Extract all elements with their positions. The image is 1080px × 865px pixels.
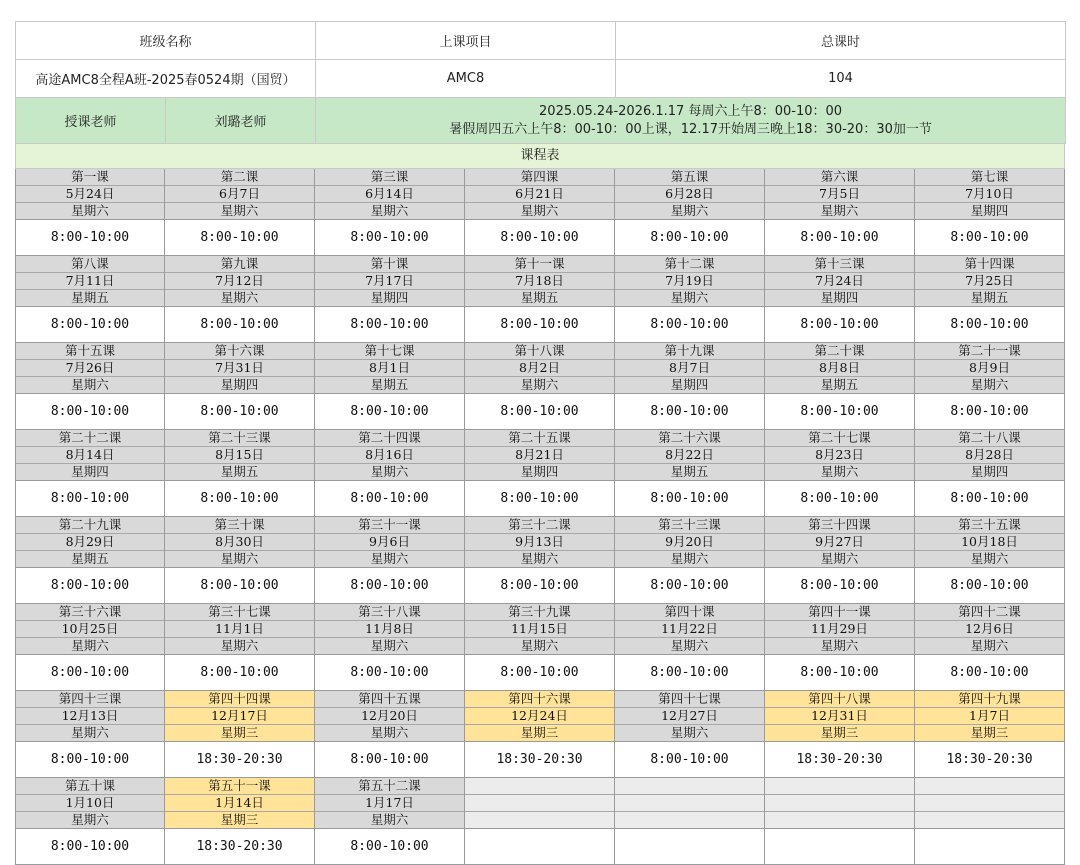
lesson-weekday: 星期三 (915, 725, 1064, 741)
lesson-name: 第三十课 (165, 517, 314, 534)
lesson-name: 第二十二课 (16, 430, 164, 447)
lesson-cell (765, 691, 915, 778)
schedule-description (316, 98, 1066, 144)
course-schedule-sheet (15, 21, 1065, 865)
lesson-time: 8:00-10:00 (315, 480, 464, 516)
lesson-date: 9月13日 (465, 534, 614, 551)
lesson-cell (915, 517, 1065, 604)
lesson-cell (765, 169, 915, 256)
empty-line (465, 812, 614, 828)
empty-line (465, 778, 614, 795)
lesson-weekday: 星期六 (615, 638, 764, 654)
lesson-date: 9月6日 (315, 534, 464, 551)
lesson-time: 8:00-10:00 (165, 393, 314, 429)
lesson-name: 第五课 (615, 169, 764, 186)
lesson-weekday: 星期三 (765, 725, 914, 741)
empty-line (765, 795, 914, 812)
lesson-name: 第三十九课 (465, 604, 614, 621)
empty-lesson-cell (465, 778, 615, 865)
lesson-cell (315, 604, 465, 691)
lesson-name: 第三十八课 (315, 604, 464, 621)
lesson-date: 8月7日 (615, 360, 764, 377)
lesson-name: 第五十二课 (315, 778, 464, 795)
lesson-cell (615, 604, 765, 691)
lesson-name: 第三十七课 (165, 604, 314, 621)
lesson-time: 8:00-10:00 (16, 741, 164, 777)
lesson-time: 8:00-10:00 (465, 393, 614, 429)
label-class-name: 班级名称 (16, 22, 316, 60)
lesson-weekday: 星期四 (315, 290, 464, 306)
lesson-weekday: 星期四 (915, 464, 1064, 480)
lesson-weekday: 星期六 (315, 551, 464, 567)
lesson-grid (15, 169, 1065, 865)
lesson-date: 8月22日 (615, 447, 764, 464)
lesson-time: 18:30-20:30 (765, 741, 914, 777)
lesson-name: 第二十八课 (915, 430, 1064, 447)
lesson-time: 18:30-20:30 (465, 741, 614, 777)
lesson-weekday: 星期六 (615, 725, 764, 741)
lesson-weekday: 星期六 (465, 377, 614, 393)
lesson-time: 8:00-10:00 (915, 393, 1064, 429)
lesson-name: 第四十四课 (165, 691, 314, 708)
lesson-time: 8:00-10:00 (165, 480, 314, 516)
label-teacher: 授课老师 (16, 98, 166, 144)
lesson-time: 8:00-10:00 (16, 393, 164, 429)
lesson-date: 8月21日 (465, 447, 614, 464)
lesson-time: 8:00-10:00 (615, 393, 764, 429)
lesson-time: 8:00-10:00 (615, 654, 764, 690)
lesson-time: 8:00-10:00 (765, 306, 914, 342)
lesson-weekday: 星期六 (465, 203, 614, 219)
lesson-cell (165, 343, 315, 430)
lesson-weekday: 星期六 (615, 290, 764, 306)
lesson-cell (15, 691, 165, 778)
lesson-cell (15, 256, 165, 343)
lesson-weekday: 星期六 (165, 290, 314, 306)
lesson-name: 第十七课 (315, 343, 464, 360)
lesson-cell (615, 517, 765, 604)
empty-time (765, 828, 914, 864)
lesson-weekday: 星期六 (16, 203, 164, 219)
lesson-cell (765, 604, 915, 691)
lesson-name: 第十八课 (465, 343, 614, 360)
lesson-time: 8:00-10:00 (16, 219, 164, 255)
lesson-time: 8:00-10:00 (16, 306, 164, 342)
lesson-cell (765, 343, 915, 430)
lesson-time: 8:00-10:00 (315, 741, 464, 777)
lesson-time: 8:00-10:00 (765, 480, 914, 516)
lesson-cell (15, 604, 165, 691)
lesson-time: 8:00-10:00 (615, 306, 764, 342)
lesson-date: 8月14日 (16, 447, 164, 464)
lesson-date: 6月14日 (315, 186, 464, 203)
lesson-weekday: 星期六 (615, 551, 764, 567)
lesson-cell (165, 169, 315, 256)
empty-line (615, 812, 764, 828)
lesson-name: 第三课 (315, 169, 464, 186)
lesson-name: 第四十八课 (765, 691, 914, 708)
lesson-name: 第八课 (16, 256, 164, 273)
lesson-cell (465, 604, 615, 691)
lesson-name: 第二十五课 (465, 430, 614, 447)
lesson-name: 第十六课 (165, 343, 314, 360)
lesson-time: 8:00-10:00 (465, 480, 614, 516)
lesson-weekday: 星期六 (315, 725, 464, 741)
lesson-time: 8:00-10:00 (615, 741, 764, 777)
lesson-name: 第四十五课 (315, 691, 464, 708)
lesson-name: 第四十六课 (465, 691, 614, 708)
lesson-time: 8:00-10:00 (315, 828, 464, 864)
lesson-weekday: 星期六 (165, 203, 314, 219)
lesson-date: 1月17日 (315, 795, 464, 812)
label-project: 上课项目 (316, 22, 616, 60)
lesson-cell (615, 430, 765, 517)
lesson-cell (615, 343, 765, 430)
lesson-date: 6月28日 (615, 186, 764, 203)
lesson-time: 8:00-10:00 (315, 567, 464, 603)
empty-line (765, 778, 914, 795)
total-hours-value: 104 (616, 60, 1066, 98)
lesson-weekday: 星期六 (765, 464, 914, 480)
lesson-name: 第二十三课 (165, 430, 314, 447)
lesson-date: 5月24日 (16, 186, 164, 203)
empty-time (465, 828, 614, 864)
lesson-cell (15, 778, 165, 865)
lesson-time: 18:30-20:30 (915, 741, 1064, 777)
lesson-date: 8月29日 (16, 534, 164, 551)
lesson-date: 7月12日 (165, 273, 314, 290)
lesson-cell (315, 256, 465, 343)
lesson-name: 第三十四课 (765, 517, 914, 534)
lesson-weekday: 星期六 (765, 638, 914, 654)
lesson-weekday: 星期五 (16, 290, 164, 306)
lesson-cell (465, 169, 615, 256)
lesson-cell (915, 604, 1065, 691)
empty-line (615, 778, 764, 795)
lesson-cell (615, 256, 765, 343)
lesson-name: 第十九课 (615, 343, 764, 360)
lesson-time: 8:00-10:00 (165, 567, 314, 603)
lesson-name: 第四十课 (615, 604, 764, 621)
lesson-time: 8:00-10:00 (915, 567, 1064, 603)
empty-time (615, 828, 764, 864)
lesson-weekday: 星期六 (915, 551, 1064, 567)
lesson-name: 第三十五课 (915, 517, 1064, 534)
lesson-weekday: 星期四 (165, 377, 314, 393)
lesson-date: 8月9日 (915, 360, 1064, 377)
lesson-cell (465, 517, 615, 604)
lesson-weekday: 星期六 (315, 638, 464, 654)
lesson-date: 6月21日 (465, 186, 614, 203)
lesson-name: 第十一课 (465, 256, 614, 273)
lesson-date: 12月17日 (165, 708, 314, 725)
lesson-time: 8:00-10:00 (16, 480, 164, 516)
lesson-time: 8:00-10:00 (315, 393, 464, 429)
lesson-name: 第四十二课 (915, 604, 1064, 621)
lesson-date: 9月20日 (615, 534, 764, 551)
lesson-time: 8:00-10:00 (765, 567, 914, 603)
lesson-cell (15, 430, 165, 517)
lesson-weekday: 星期五 (315, 377, 464, 393)
empty-line (915, 795, 1064, 812)
lesson-weekday: 星期四 (915, 203, 1064, 219)
lesson-name: 第二课 (165, 169, 314, 186)
lesson-time: 8:00-10:00 (315, 306, 464, 342)
lesson-date: 7月5日 (765, 186, 914, 203)
lesson-weekday: 星期六 (765, 551, 914, 567)
teacher-value: 刘璐老师 (166, 98, 316, 144)
lesson-time: 8:00-10:00 (615, 480, 764, 516)
lesson-time: 18:30-20:30 (165, 741, 314, 777)
lesson-weekday: 星期五 (165, 464, 314, 480)
lesson-date: 7月17日 (315, 273, 464, 290)
lesson-date: 12月31日 (765, 708, 914, 725)
lesson-cell (15, 169, 165, 256)
lesson-date: 8月2日 (465, 360, 614, 377)
lesson-cell (915, 430, 1065, 517)
lesson-name: 第四十七课 (615, 691, 764, 708)
lesson-cell (465, 256, 615, 343)
lesson-date: 8月16日 (315, 447, 464, 464)
lesson-date: 8月15日 (165, 447, 314, 464)
lesson-date: 1月10日 (16, 795, 164, 812)
lesson-time: 8:00-10:00 (315, 219, 464, 255)
lesson-name: 第三十二课 (465, 517, 614, 534)
empty-lesson-cell (615, 778, 765, 865)
lesson-name: 第十三课 (765, 256, 914, 273)
lesson-weekday: 星期四 (465, 464, 614, 480)
empty-line (465, 795, 614, 812)
lesson-time: 8:00-10:00 (915, 306, 1064, 342)
class-name-value: 高途AMC8全程A班-2025春0524期（国贸） (16, 60, 316, 98)
lesson-date: 12月6日 (915, 621, 1064, 638)
lesson-time: 8:00-10:00 (16, 654, 164, 690)
lesson-weekday: 星期五 (465, 290, 614, 306)
lesson-cell (465, 430, 615, 517)
lesson-date: 7月11日 (16, 273, 164, 290)
lesson-cell (465, 691, 615, 778)
lesson-time: 18:30-20:30 (165, 828, 314, 864)
lesson-date: 12月27日 (615, 708, 764, 725)
lesson-date: 12月24日 (465, 708, 614, 725)
lesson-cell (315, 343, 465, 430)
lesson-date: 10月25日 (16, 621, 164, 638)
class-info-table (15, 21, 1066, 144)
lesson-date: 11月22日 (615, 621, 764, 638)
lesson-time: 8:00-10:00 (16, 567, 164, 603)
schedule-table-title: 课程表 (15, 144, 1065, 169)
lesson-weekday: 星期三 (165, 812, 314, 828)
lesson-date: 12月13日 (16, 708, 164, 725)
lesson-name: 第六课 (765, 169, 914, 186)
lesson-cell (765, 430, 915, 517)
lesson-date: 7月10日 (915, 186, 1064, 203)
lesson-time: 8:00-10:00 (915, 480, 1064, 516)
lesson-cell (165, 256, 315, 343)
lesson-date: 7月19日 (615, 273, 764, 290)
lesson-name: 第九课 (165, 256, 314, 273)
lesson-name: 第二十六课 (615, 430, 764, 447)
lesson-cell (465, 343, 615, 430)
lesson-date: 8月8日 (765, 360, 914, 377)
lesson-weekday: 星期三 (165, 725, 314, 741)
lesson-cell (315, 169, 465, 256)
lesson-name: 第二十一课 (915, 343, 1064, 360)
lesson-date: 1月7日 (915, 708, 1064, 725)
empty-lesson-cell (765, 778, 915, 865)
label-total-hours: 总课时 (616, 22, 1066, 60)
schedule-line-1: 2025.05.24-2026.1.17 每周六上午8：00-10：00 (539, 103, 843, 119)
lesson-time: 8:00-10:00 (765, 654, 914, 690)
lesson-name: 第二十九课 (16, 517, 164, 534)
lesson-date: 7月24日 (765, 273, 914, 290)
lesson-date: 11月1日 (165, 621, 314, 638)
lesson-cell (165, 691, 315, 778)
lesson-weekday: 星期五 (915, 290, 1064, 306)
lesson-date: 8月1日 (315, 360, 464, 377)
lesson-weekday: 星期六 (615, 203, 764, 219)
lesson-date: 9月27日 (765, 534, 914, 551)
lesson-weekday: 星期六 (315, 464, 464, 480)
lesson-cell (165, 430, 315, 517)
lesson-cell (315, 430, 465, 517)
lesson-time: 8:00-10:00 (165, 654, 314, 690)
empty-line (765, 812, 914, 828)
lesson-cell (315, 778, 465, 865)
lesson-name: 第四课 (465, 169, 614, 186)
empty-line (615, 795, 764, 812)
lesson-time: 8:00-10:00 (16, 828, 164, 864)
lesson-cell (165, 517, 315, 604)
lesson-weekday: 星期四 (16, 464, 164, 480)
lesson-date: 11月29日 (765, 621, 914, 638)
lesson-name: 第四十三课 (16, 691, 164, 708)
lesson-time: 8:00-10:00 (465, 654, 614, 690)
lesson-cell (915, 169, 1065, 256)
lesson-name: 第十课 (315, 256, 464, 273)
lesson-weekday: 星期六 (315, 203, 464, 219)
lesson-name: 第五十课 (16, 778, 164, 795)
lesson-time: 8:00-10:00 (165, 306, 314, 342)
lesson-cell (165, 604, 315, 691)
empty-time (915, 828, 1064, 864)
lesson-weekday: 星期六 (165, 551, 314, 567)
lesson-cell (915, 256, 1065, 343)
lesson-weekday: 星期六 (765, 203, 914, 219)
lesson-weekday: 星期六 (915, 638, 1064, 654)
lesson-date: 7月31日 (165, 360, 314, 377)
lesson-date: 8月28日 (915, 447, 1064, 464)
lesson-date: 12月20日 (315, 708, 464, 725)
lesson-date: 6月7日 (165, 186, 314, 203)
lesson-name: 第三十一课 (315, 517, 464, 534)
lesson-cell (615, 169, 765, 256)
lesson-cell (915, 691, 1065, 778)
lesson-weekday: 星期六 (315, 812, 464, 828)
lesson-name: 第二十七课 (765, 430, 914, 447)
lesson-cell (315, 691, 465, 778)
lesson-weekday: 星期四 (765, 290, 914, 306)
lesson-time: 8:00-10:00 (915, 219, 1064, 255)
lesson-time: 8:00-10:00 (615, 219, 764, 255)
lesson-time: 8:00-10:00 (765, 393, 914, 429)
lesson-time: 8:00-10:00 (315, 654, 464, 690)
lesson-cell (915, 343, 1065, 430)
lesson-weekday: 星期六 (16, 725, 164, 741)
lesson-date: 8月30日 (165, 534, 314, 551)
lesson-cell (315, 517, 465, 604)
lesson-cell (615, 691, 765, 778)
lesson-name: 第三十六课 (16, 604, 164, 621)
lesson-date: 7月25日 (915, 273, 1064, 290)
schedule-line-2: 暑假周四五六上午8：00-10：00上课，12.17开始周三晚上18：30-20：30加一节 (449, 121, 932, 137)
lesson-time: 8:00-10:00 (465, 306, 614, 342)
lesson-time: 8:00-10:00 (165, 219, 314, 255)
lesson-date: 11月15日 (465, 621, 614, 638)
lesson-weekday: 星期六 (165, 638, 314, 654)
empty-line (915, 778, 1064, 795)
lesson-date: 1月14日 (165, 795, 314, 812)
lesson-time: 8:00-10:00 (465, 567, 614, 603)
lesson-name: 第三十三课 (615, 517, 764, 534)
lesson-weekday: 星期六 (16, 812, 164, 828)
lesson-cell (765, 256, 915, 343)
lesson-name: 第十二课 (615, 256, 764, 273)
lesson-weekday: 星期六 (16, 638, 164, 654)
lesson-name: 第二十四课 (315, 430, 464, 447)
lesson-weekday: 星期六 (16, 377, 164, 393)
lesson-date: 10月18日 (915, 534, 1064, 551)
lesson-weekday: 星期六 (465, 638, 614, 654)
lesson-cell (15, 343, 165, 430)
lesson-name: 第七课 (915, 169, 1064, 186)
lesson-date: 8月23日 (765, 447, 914, 464)
empty-lesson-cell (915, 778, 1065, 865)
lesson-name: 第一课 (16, 169, 164, 186)
lesson-name: 第四十九课 (915, 691, 1064, 708)
lesson-weekday: 星期三 (465, 725, 614, 741)
lesson-name: 第十五课 (16, 343, 164, 360)
lesson-name: 第二十课 (765, 343, 914, 360)
lesson-date: 7月26日 (16, 360, 164, 377)
lesson-cell (15, 517, 165, 604)
lesson-weekday: 星期五 (16, 551, 164, 567)
lesson-cell (765, 517, 915, 604)
lesson-weekday: 星期五 (615, 464, 764, 480)
lesson-time: 8:00-10:00 (615, 567, 764, 603)
lesson-weekday: 星期四 (615, 377, 764, 393)
lesson-weekday: 星期六 (465, 551, 614, 567)
empty-line (915, 812, 1064, 828)
lesson-name: 第四十一课 (765, 604, 914, 621)
lesson-weekday: 星期六 (915, 377, 1064, 393)
lesson-time: 8:00-10:00 (915, 654, 1064, 690)
project-value: AMC8 (316, 60, 616, 98)
lesson-time: 8:00-10:00 (465, 219, 614, 255)
lesson-date: 7月18日 (465, 273, 614, 290)
lesson-weekday: 星期五 (765, 377, 914, 393)
lesson-name: 第十四课 (915, 256, 1064, 273)
lesson-date: 11月8日 (315, 621, 464, 638)
lesson-time: 8:00-10:00 (765, 219, 914, 255)
lesson-name: 第五十一课 (165, 778, 314, 795)
lesson-cell (165, 778, 315, 865)
